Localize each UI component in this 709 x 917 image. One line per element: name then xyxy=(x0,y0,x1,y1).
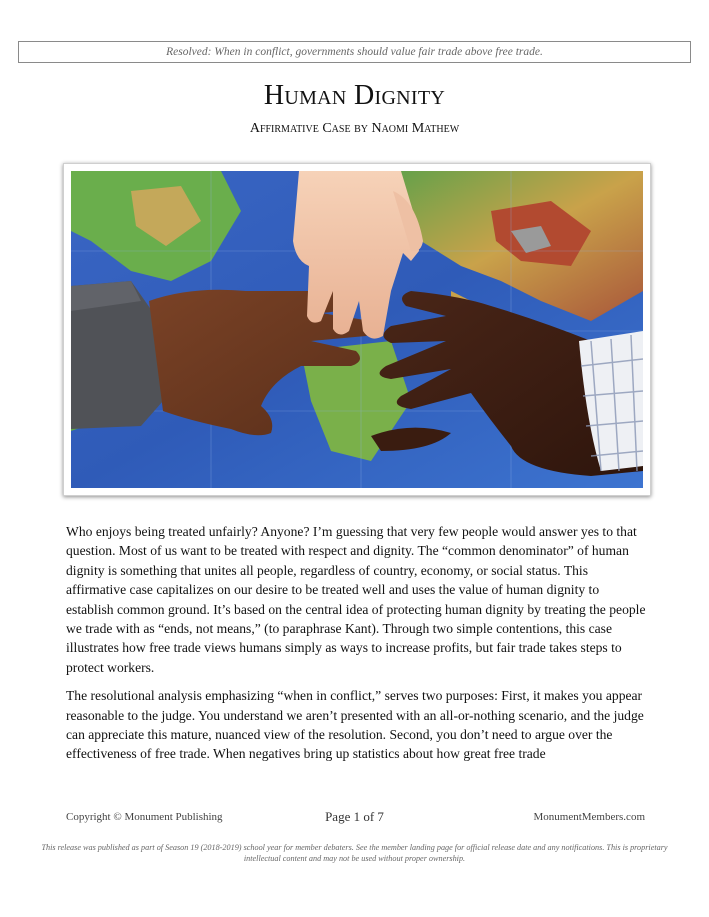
page-number: Page 1 of 7 xyxy=(325,809,384,824)
copyright-notice: Copyright © Monument Publishing xyxy=(66,811,223,823)
hands-on-map-photo xyxy=(63,163,651,496)
resolution-banner xyxy=(18,41,691,63)
document-subtitle: Affirmative Case by Naomi Mathew xyxy=(249,121,460,136)
intro-paragraph: Who enjoys being treated unfairly? Anyone? I’m guessing that very few people would answer yes to that question. Most of us want to be treated with respect and dignity. The “common denominator” of human dignity is something that unites all people, regardless of country, economy, or social status. This affirmative case capitalizes on our desire to be treated well and uses the value of human dignity to establish common ground. It’s based on the central idea of protecting human dignity by treating the people we trade with as “ends, not means,” (to paraphrase Kant). Through two simple contentions, this case illustrates how free trade views humans simply as ways to increase profits, but fair trade takes steps to protect workers. xyxy=(66,524,646,675)
website-link[interactable]: MonumentMembers.com xyxy=(533,811,645,823)
case-body xyxy=(66,522,646,773)
resolution-text: Resolved: When in conflict, governments should value fair trade above free trade. xyxy=(166,46,543,58)
resolutional-analysis-paragraph: The resolutional analysis emphasizing “when in conflict,” serves two purposes: First, it makes you appear reasonable to the judge. You understand we aren’t presented with an all-or-nothing scenario, and the judge can appreciate this mature, nuanced view of the resolution. Second, you don’t need to argue over the effectiveness of free trade. When negatives bring up statistics about how great free trade xyxy=(66,688,644,762)
document-title: Human Dignity xyxy=(263,80,446,111)
release-disclaimer: This release was published as part of Season 19 (2018-2019) school year for member debaters. See the member landing page for official release date and any notifications. This is proprietary intellectual content and may not be used without proper ownership. xyxy=(41,843,668,863)
hands-on-world-map-illustration xyxy=(71,171,643,488)
